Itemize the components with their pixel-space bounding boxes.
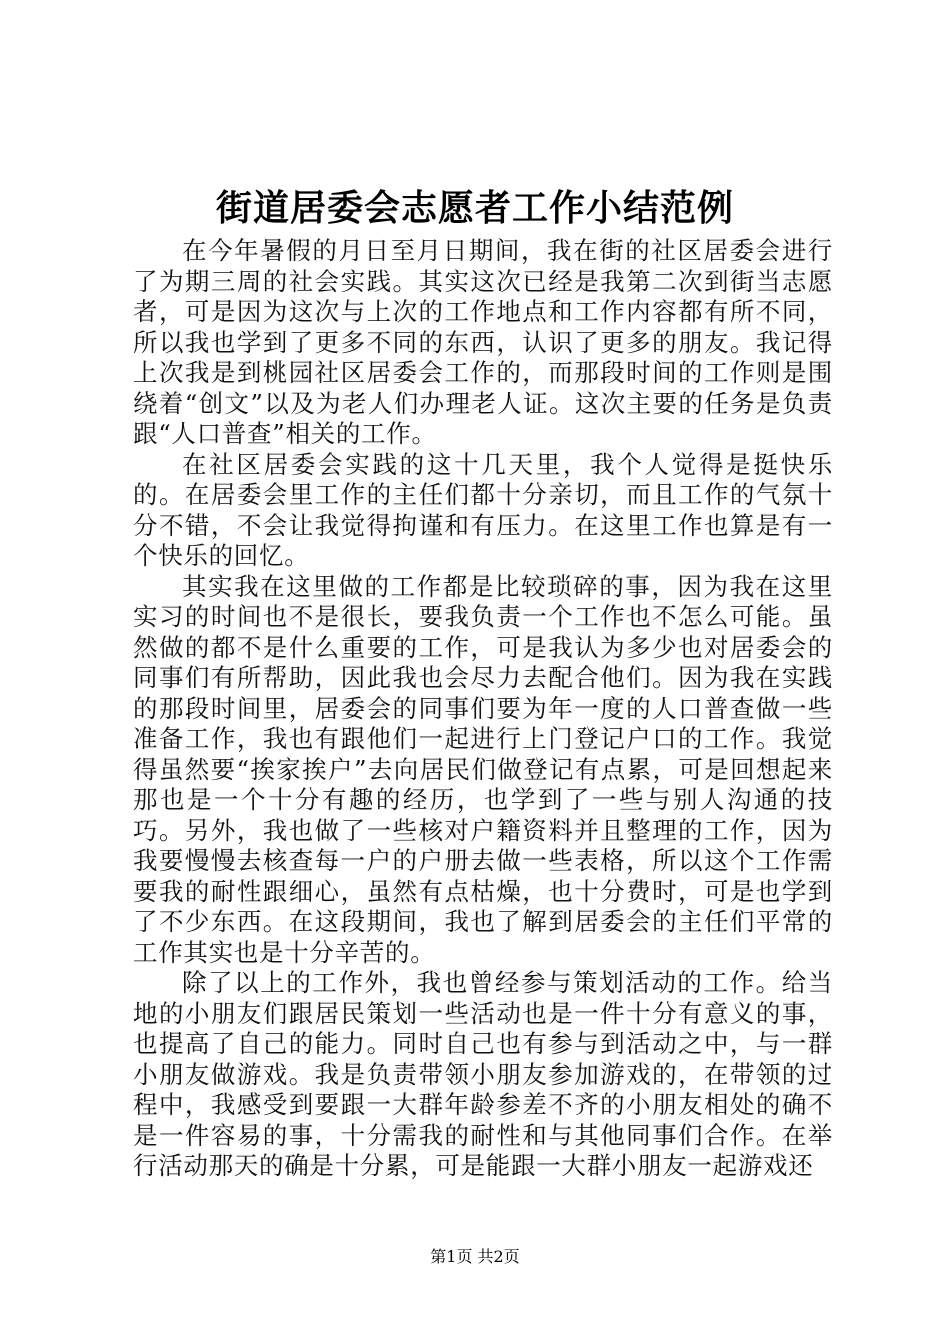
paragraph-2: 在社区居委会实践的这十几天里，我个人觉得是挺快乐的。在居委会里工作的主任们都十分亲切，而且工作的气氛十分不错，不会让我觉得拘谨和有压力。在这里工作也算是有一个快乐的回忆。 — [133, 449, 833, 570]
paragraph-4: 除了以上的工作外，我也曾经参与策划活动的工作。给当地的小朋友们跟居民策划一些活动也是一件十分有意义的事，也提高了自己的能力。同时自己也有参与到活动之中，与一群小朋友做游戏。我是负责带领小朋友参加游戏的，在带领的过程中，我感受到要跟一大群年龄参差不齐的小朋友相处的确不是一件容易的事，十分需我的耐性和与其他同事们合作。在举行活动那天的确是十分累，可是能跟一大群小朋友一起游戏还 — [133, 968, 833, 1180]
paragraph-3: 其实我在这里做的工作都是比较琐碎的事，因为我在这里实习的时间也不是很长，要我负责一个工作也不怎么可能。虽然做的都不是什么重要的工作，可是我认为多少也对居委会的同事们有所帮助，因此我也会尽力去配合他们。因为我在实践的那段时间里，居委会的同事们要为年一度的人口普查做一些准备工作，我也有跟他们一起进行上门登记户口的工作。我觉得虽然要“挨家挨户”去向居民们做登记有点累，可是回想起来那也是一个十分有趣的经历，也学到了一些与别人沟通的技巧。另外，我也做了一些核对户籍资料并且整理的工作，因为我要慢慢去核查每一户的户册去做一些表格，所以这个工作需要我的耐性跟细心，虽然有点枯燥，也十分费时，可是也学到了不少东西。在这段期间，我也了解到居委会的主任们平常的工作其实也是十分辛苦的。 — [133, 571, 833, 967]
paragraph-1: 在今年暑假的月日至月日期间，我在街的社区居委会进行了为期三周的社会实践。其实这次已经是我第二次到街当志愿者，可是因为这次与上次的工作地点和工作内容都有所不同，所以我也学到了更多不同的东西，认识了更多的朋友。我记得上次我是到桃园社区居委会工作的，而那段时间的工作则是围绕着“创文”以及为老人们办理老人证。这次主要的任务是负责跟“人口普查”相关的工作。 — [133, 236, 833, 448]
page-number-footer: 第1页 共2页 — [430, 1247, 520, 1266]
document-title: 街道居委会志愿者工作小结范例 — [215, 187, 734, 229]
document-body — [133, 236, 833, 1182]
